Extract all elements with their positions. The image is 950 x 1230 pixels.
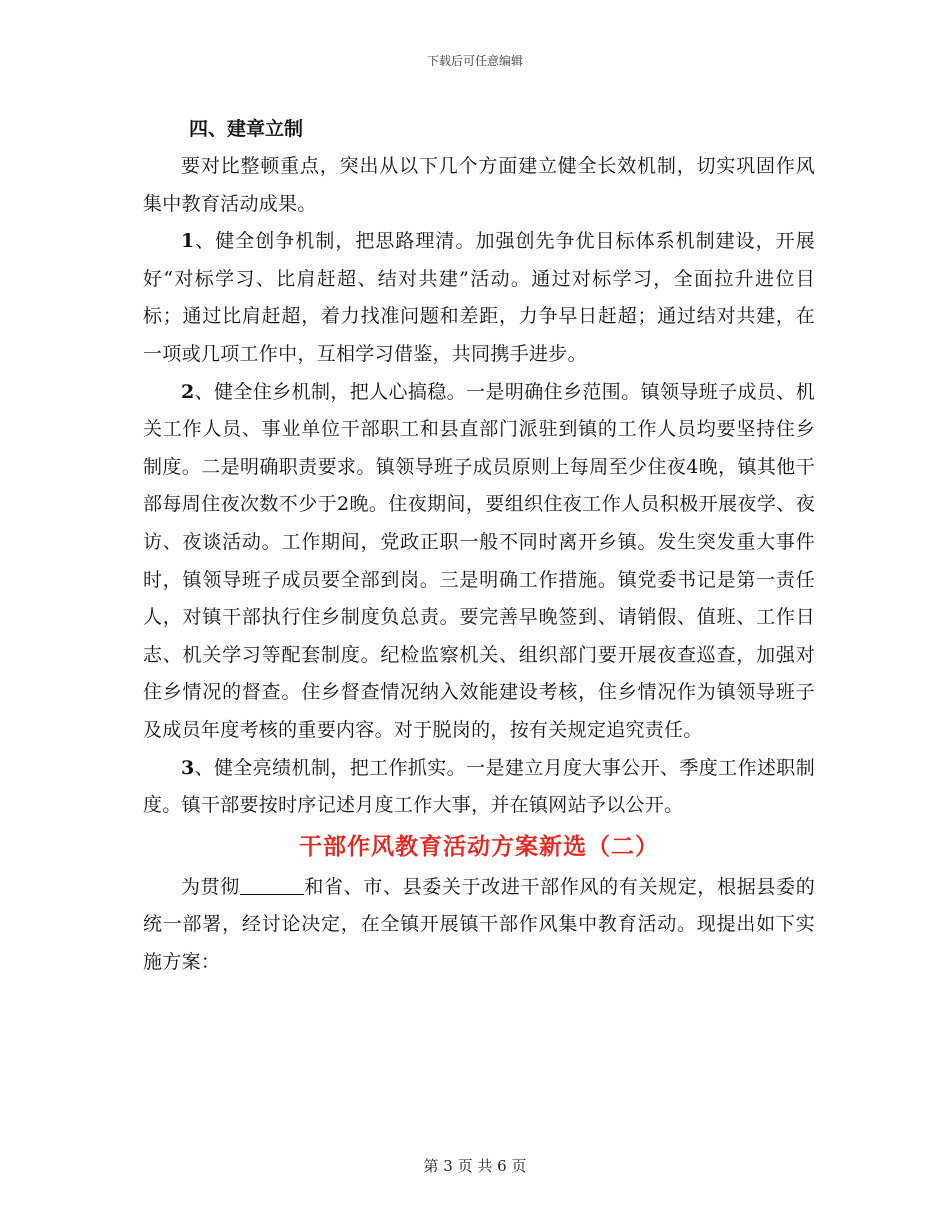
item-number: 2	[181, 380, 195, 403]
item-number: 3	[181, 756, 195, 779]
intro-text-start: 为贯彻	[181, 875, 240, 898]
document-title: 干部作风教育活动方案新选（二）	[299, 832, 659, 860]
item-text: 、健全住乡机制，把人心搞稳。一是明确住乡范围。镇领导班子成员、机关工作人员、事业单位干部职工和县直部门派驻到镇的工作人员均要坚持住乡制度。二是明确职责要求。镇领导班子成员原则上每周至少住夜4晚，镇其他干部每周住夜次数不少于2晚。住夜期间，要组织住夜工作人员积极开展夜学、夜访、夜谈活动。工作期间，党政正职一般不同时离开乡镇。发生突发重大事件时，镇领导班子成员要全部到岗。三是明确工作措施。镇党委书记是第一责任人，对镇干部执行住乡制度负总责。要完善早晚签到、请销假、值班、工作日志、机关学习等配套制度。纪检监察机关、组织部门要开展夜查巡查，加强对住乡情况的督查。住乡督查情况纳入效能建设考核，住乡情况作为镇领导班子及成员年度考核的重要内容。对于脱岗的，按有关规定追究责任。	[143, 380, 815, 741]
intro-text-end: 和省、市、县委关于改进干部作风的有关规定，根据县委的统一部署，经讨论决定，在全镇开展镇干部作风集中教育活动。现提出如下实施方案：	[143, 875, 815, 973]
list-item-1	[143, 223, 815, 373]
item-text: 、健全亮绩机制，把工作抓实。一是建立月度大事公开、季度工作述职制度。镇干部要按时序记述月度工作大事，并在镇网站予以公开。	[143, 756, 815, 817]
fill-in-blank	[240, 874, 304, 895]
section-heading: 四、建章立制	[189, 118, 304, 140]
list-item-3	[143, 750, 815, 825]
page-number: 第 3 页 共 6 页	[423, 1157, 527, 1175]
implementation-intro	[143, 869, 815, 982]
item-number: 1	[181, 230, 195, 253]
item-text: 、健全创争机制，把思路理清。加强创先争优目标体系机制建设，开展好“对标学习、比肩赶超、结对共建”活动。通过对标学习，全面拉升进位目标；通过比肩赶超，着力找准问题和差距，力争早日赶超；通过结对共建，在一项或几项工作中，互相学习借鉴，共同携手进步。	[143, 230, 815, 365]
document-body	[143, 110, 815, 981]
list-item-2	[143, 374, 815, 750]
section-intro: 要对比整顿重点，突出从以下几个方面建立健全长效机制，切实巩固作风集中教育活动成果。	[143, 155, 815, 215]
page-header: 下载后可任意编辑	[426, 54, 523, 68]
